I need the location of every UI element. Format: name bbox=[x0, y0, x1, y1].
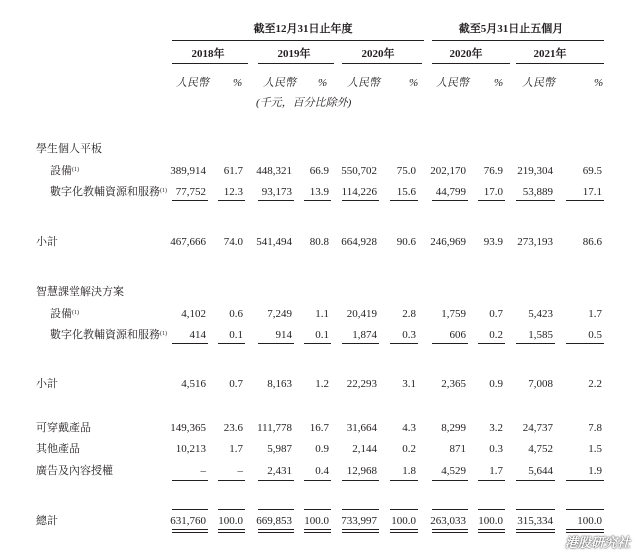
percent-cell: 3.1 bbox=[402, 378, 416, 390]
amount-cell: 7,008 bbox=[528, 378, 553, 390]
subtotal-rule bbox=[432, 480, 468, 481]
percent-cell: 69.5 bbox=[582, 165, 602, 177]
amount-cell: 246,969 bbox=[430, 236, 466, 248]
amount-cell: 31,664 bbox=[346, 422, 377, 434]
amount-cell: 2,431 bbox=[267, 465, 292, 477]
amount-cell: 114,226 bbox=[341, 186, 377, 198]
pre-total-rule bbox=[218, 509, 245, 510]
col-pct: % bbox=[409, 77, 419, 89]
total-double-rule bbox=[304, 529, 331, 530]
amount-cell: 8,163 bbox=[267, 378, 292, 390]
percent-cell: 1.5 bbox=[588, 443, 602, 455]
pre-total-rule bbox=[432, 509, 468, 510]
percent-cell: 74.0 bbox=[223, 236, 243, 248]
amount-cell: 53,889 bbox=[522, 186, 553, 198]
percent-cell: 2.2 bbox=[588, 378, 602, 390]
subtotal-rule bbox=[390, 480, 418, 481]
label-devices: 設備$^{(1)}$ bbox=[50, 308, 79, 320]
subtotal-rule bbox=[432, 343, 468, 344]
amount-cell: 664,928 bbox=[341, 236, 377, 248]
amount-cell: 24,737 bbox=[522, 422, 553, 434]
subtotal-rule bbox=[342, 480, 379, 481]
amount-cell: 4,529 bbox=[441, 465, 466, 477]
amount-cell: – bbox=[200, 465, 206, 477]
subtotal-rule bbox=[258, 343, 294, 344]
pre-total-rule bbox=[258, 509, 294, 510]
year-rule bbox=[432, 63, 510, 64]
percent-cell: 100.0 bbox=[218, 515, 243, 527]
percent-cell: 76.9 bbox=[483, 165, 503, 177]
pre-total-rule bbox=[566, 509, 604, 510]
pre-total-rule bbox=[172, 509, 208, 510]
col-currency: 人民幣 bbox=[176, 77, 209, 89]
subtotal-rule bbox=[342, 343, 379, 344]
amount-cell: 5,987 bbox=[267, 443, 292, 455]
percent-cell: 100.0 bbox=[391, 515, 416, 527]
subtotal-rule bbox=[304, 343, 331, 344]
year-2020: 2020年 bbox=[361, 48, 395, 60]
percent-cell: 1.1 bbox=[315, 308, 329, 320]
label-digital: 數字化教輔資源和服務$^{(1)}$ bbox=[50, 329, 167, 341]
percent-cell: 61.7 bbox=[223, 165, 243, 177]
percent-cell: 0.9 bbox=[489, 378, 503, 390]
amount-cell: 4,516 bbox=[181, 378, 206, 390]
unit-note: (千元，百分比除外) bbox=[256, 97, 352, 109]
percent-cell: 4.3 bbox=[402, 422, 416, 434]
percent-cell: 1.7 bbox=[588, 308, 602, 320]
percent-cell: 66.9 bbox=[309, 165, 329, 177]
label-subtotal: 小計 bbox=[36, 378, 58, 390]
total-double-rule bbox=[172, 532, 208, 533]
percent-cell: 7.8 bbox=[588, 422, 602, 434]
amount-cell: 22,293 bbox=[346, 378, 377, 390]
subtotal-rule bbox=[478, 343, 505, 344]
year-rule bbox=[258, 63, 334, 64]
percent-cell: 17.1 bbox=[582, 186, 602, 198]
subtotal-rule bbox=[478, 480, 505, 481]
percent-cell: 0.7 bbox=[489, 308, 503, 320]
year-2018: 2018年 bbox=[191, 48, 225, 60]
label-wearables: 可穿戴產品 bbox=[36, 422, 91, 434]
percent-cell: 100.0 bbox=[304, 515, 329, 527]
percent-cell: 3.2 bbox=[489, 422, 503, 434]
amount-cell: 93,173 bbox=[261, 186, 292, 198]
subtotal-rule bbox=[390, 200, 418, 201]
subtotal-rule bbox=[258, 480, 294, 481]
subtotal-rule bbox=[218, 200, 245, 201]
subtotal-rule bbox=[172, 480, 208, 481]
total-double-rule bbox=[516, 529, 555, 530]
label-subtotal: 小計 bbox=[36, 236, 58, 248]
percent-cell: 0.2 bbox=[402, 443, 416, 455]
amount-cell: 273,193 bbox=[517, 236, 553, 248]
subtotal-rule bbox=[478, 200, 505, 201]
header-annual: 截至12月31日止年度 bbox=[253, 23, 353, 35]
percent-cell: 100.0 bbox=[577, 515, 602, 527]
amount-cell: 315,334 bbox=[517, 515, 553, 527]
subtotal-rule bbox=[390, 343, 418, 344]
subtotal-rule bbox=[516, 200, 555, 201]
amount-cell: 263,033 bbox=[430, 515, 466, 527]
percent-cell: 1.8 bbox=[402, 465, 416, 477]
amount-cell: 871 bbox=[449, 443, 466, 455]
amount-cell: 5,423 bbox=[528, 308, 553, 320]
col-pct: % bbox=[233, 77, 243, 89]
amount-cell: 389,914 bbox=[170, 165, 206, 177]
percent-cell: 13.9 bbox=[309, 186, 329, 198]
percent-cell: 90.6 bbox=[396, 236, 416, 248]
watermark: 港股研究社 bbox=[564, 536, 630, 551]
total-double-rule bbox=[258, 532, 294, 533]
percent-cell: 80.8 bbox=[309, 236, 329, 248]
col-currency: 人民幣 bbox=[347, 77, 380, 89]
amount-cell: 10,213 bbox=[175, 443, 206, 455]
amount-cell: 606 bbox=[449, 329, 466, 341]
percent-cell: 0.9 bbox=[315, 443, 329, 455]
percent-cell: 1.2 bbox=[315, 378, 329, 390]
amount-cell: 2,144 bbox=[352, 443, 377, 455]
amount-cell: 219,304 bbox=[517, 165, 553, 177]
pre-total-rule bbox=[342, 509, 379, 510]
col-pct: % bbox=[318, 77, 328, 89]
percent-cell: 0.5 bbox=[588, 329, 602, 341]
subtotal-rule bbox=[218, 480, 245, 481]
amount-cell: 448,321 bbox=[256, 165, 292, 177]
label-total: 總計 bbox=[36, 515, 58, 527]
percent-cell: 0.4 bbox=[315, 465, 329, 477]
col-pct: % bbox=[594, 77, 604, 89]
subtotal-rule bbox=[432, 200, 468, 201]
total-double-rule bbox=[172, 529, 208, 530]
total-double-rule bbox=[516, 532, 555, 533]
col-currency: 人民幣 bbox=[522, 77, 555, 89]
total-double-rule bbox=[342, 532, 379, 533]
pre-total-rule bbox=[516, 509, 555, 510]
label-devices: 設備$^{(1)}$ bbox=[50, 165, 79, 177]
label-student-tablet: 學生個人平板 bbox=[36, 143, 102, 155]
total-double-rule bbox=[390, 529, 418, 530]
subtotal-rule bbox=[172, 343, 208, 344]
subtotal-rule bbox=[566, 343, 604, 344]
amount-cell: 631,760 bbox=[170, 515, 206, 527]
total-double-rule bbox=[390, 532, 418, 533]
amount-cell: 5,644 bbox=[528, 465, 553, 477]
amount-cell: 1,759 bbox=[441, 308, 466, 320]
col-currency: 人民幣 bbox=[436, 77, 469, 89]
year-rule bbox=[342, 63, 422, 64]
percent-cell: 93.9 bbox=[483, 236, 503, 248]
percent-cell: 1.7 bbox=[229, 443, 243, 455]
total-double-rule bbox=[432, 529, 468, 530]
percent-cell: 1.7 bbox=[489, 465, 503, 477]
year-2021-5m: 2021年 bbox=[533, 48, 567, 60]
amount-cell: 20,419 bbox=[346, 308, 377, 320]
percent-cell: 0.6 bbox=[229, 308, 243, 320]
subtotal-rule bbox=[172, 200, 208, 201]
total-double-rule bbox=[218, 529, 245, 530]
label-ads: 廣告及內容授權 bbox=[36, 465, 113, 477]
amount-cell: 77,752 bbox=[175, 186, 206, 198]
amount-cell: 914 bbox=[275, 329, 292, 341]
total-double-rule bbox=[258, 529, 294, 530]
year-2019: 2019年 bbox=[277, 48, 311, 60]
percent-cell: 0.1 bbox=[229, 329, 243, 341]
col-currency: 人民幣 bbox=[263, 77, 296, 89]
amount-cell: 44,799 bbox=[435, 186, 466, 198]
total-double-rule bbox=[478, 529, 505, 530]
label-other: 其他產品 bbox=[36, 443, 80, 455]
percent-cell: 0.7 bbox=[229, 378, 243, 390]
pre-total-rule bbox=[390, 509, 418, 510]
amount-cell: 4,102 bbox=[181, 308, 206, 320]
amount-cell: 550,702 bbox=[341, 165, 377, 177]
percent-cell: 0.3 bbox=[489, 443, 503, 455]
percent-cell: 1.9 bbox=[588, 465, 602, 477]
percent-cell: 0.3 bbox=[402, 329, 416, 341]
percent-cell: 17.0 bbox=[483, 186, 503, 198]
total-double-rule bbox=[478, 532, 505, 533]
percent-cell: 2.8 bbox=[402, 308, 416, 320]
total-double-rule bbox=[304, 532, 331, 533]
amount-cell: 202,170 bbox=[430, 165, 466, 177]
amount-cell: 541,494 bbox=[256, 236, 292, 248]
percent-cell: 0.1 bbox=[315, 329, 329, 341]
pre-total-rule bbox=[304, 509, 331, 510]
amount-cell: 467,666 bbox=[170, 236, 206, 248]
subtotal-rule bbox=[342, 200, 379, 201]
subtotal-rule bbox=[566, 200, 604, 201]
subtotal-rule bbox=[516, 480, 555, 481]
amount-cell: 12,968 bbox=[346, 465, 377, 477]
amount-cell: 414 bbox=[189, 329, 206, 341]
subtotal-rule bbox=[258, 200, 294, 201]
group-rule-five bbox=[432, 40, 604, 41]
percent-cell: 23.6 bbox=[223, 422, 243, 434]
amount-cell: 7,249 bbox=[267, 308, 292, 320]
amount-cell: 1,874 bbox=[352, 329, 377, 341]
year-rule bbox=[516, 63, 604, 64]
pre-total-rule bbox=[478, 509, 505, 510]
group-rule-annual bbox=[172, 40, 424, 41]
subtotal-rule bbox=[566, 480, 604, 481]
subtotal-rule bbox=[218, 343, 245, 344]
subtotal-rule bbox=[304, 200, 331, 201]
amount-cell: 8,299 bbox=[441, 422, 466, 434]
total-double-rule bbox=[566, 529, 604, 530]
col-pct: % bbox=[494, 77, 504, 89]
label-digital: 數字化教輔資源和服務$^{(1)}$ bbox=[50, 186, 167, 198]
amount-cell: 733,997 bbox=[341, 515, 377, 527]
amount-cell: 669,853 bbox=[256, 515, 292, 527]
label-smart-class: 智慧課堂解決方案 bbox=[36, 286, 124, 298]
percent-cell: 15.6 bbox=[396, 186, 416, 198]
total-double-rule bbox=[342, 529, 379, 530]
amount-cell: 4,752 bbox=[528, 443, 553, 455]
percent-cell: 16.7 bbox=[309, 422, 329, 434]
total-double-rule bbox=[432, 532, 468, 533]
percent-cell: – bbox=[237, 465, 243, 477]
total-double-rule bbox=[218, 532, 245, 533]
percent-cell: 0.2 bbox=[489, 329, 503, 341]
percent-cell: 12.3 bbox=[223, 186, 243, 198]
year-2020-5m: 2020年 bbox=[449, 48, 483, 60]
header-five-months: 截至5月31日止五個月 bbox=[458, 23, 564, 35]
amount-cell: 2,365 bbox=[441, 378, 466, 390]
percent-cell: 75.0 bbox=[396, 165, 416, 177]
amount-cell: 1,585 bbox=[528, 329, 553, 341]
subtotal-rule bbox=[304, 480, 331, 481]
subtotal-rule bbox=[516, 343, 555, 344]
year-rule bbox=[172, 63, 248, 64]
amount-cell: 149,365 bbox=[170, 422, 206, 434]
amount-cell: 111,778 bbox=[257, 422, 292, 434]
percent-cell: 100.0 bbox=[478, 515, 503, 527]
percent-cell: 86.6 bbox=[582, 236, 602, 248]
